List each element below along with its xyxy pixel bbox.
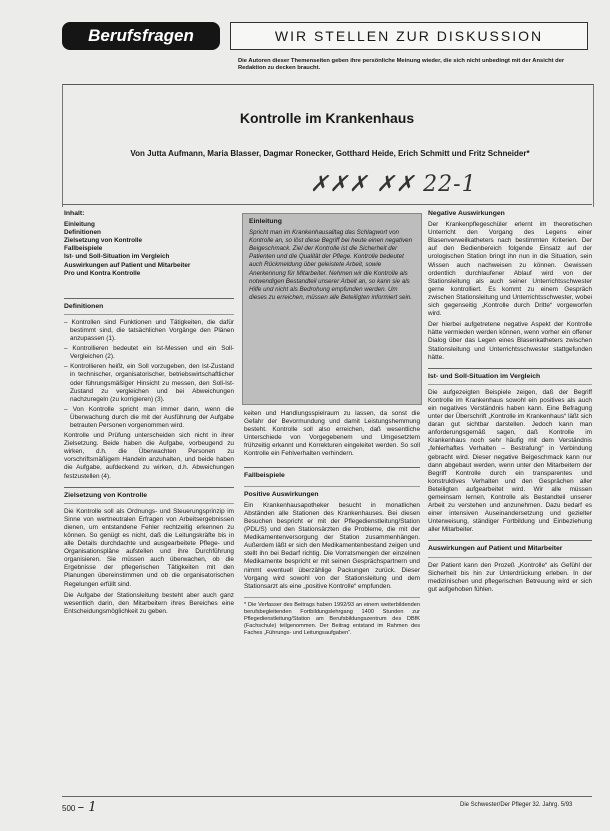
section-rule [428, 384, 592, 385]
section-rule [428, 540, 592, 541]
disclaimer: Die Autoren dieser Themenseiten geben ihre persönliche Meinung wieder, die sich nicht unbedingt mit der Ansicht der Redaktion zu decken braucht. [238, 58, 565, 71]
section-rule [64, 298, 234, 299]
toc-list [64, 221, 234, 278]
toc-item: Pro und Kontra Kontrolle [64, 269, 141, 277]
zielsetzung-heading: Zielsetzung von Kontrolle [64, 491, 148, 499]
toc-heading: Inhalt: [64, 210, 85, 217]
toc-item: Einleitung [64, 221, 95, 229]
einleitung-text: Spricht man im Krankenhausalltag das Schlagwort von Kontrolle an, so löst diese Begriff bei heute einen negativen Beigeschmack. Ziel der Kontrolle ist die Sicherheit der Patienten und die Qualität der Pflege. Kontrolle bedeutet auch Rückmeldung über geleistete Arbeit, sowie Anerkennung für Mitarbeiter. Nehmen wir die Kontrolle als notwendigen Bestandteil unserer Arbeit an, so kann sie als Hilfe und nicht als Bedrohung empfunden werden. Um dieses zu erreichen, müssen alle Beteiligten informiert sein. [249, 229, 413, 301]
discussion-banner: WIR STELLEN ZUR DISKUSSION [230, 22, 588, 50]
negative-text: Der Krankenpflegeschüler erlernt im theoretischen Unterricht den Vorgang des Legens einer Blasenverweilkatheters nach bestimmten Kriterien. Der auf den Bedienbereich folgende Einsatz auf der urologischen Station bringt ihn nun in die Situation, sein Wissen auch nachweisen zu können. Gewissen ordentlich durchlaufener Ablauf wird von der Stationsleitung als auch seiner Unterrichtsschwester gerne kontrolliert. Es kommt zu einem Gespräch zwischen Stationsleitung und Unterrichtsschwester, wobei sich gegenseitig „Kontrolle durch Dritte“ vorgeworfen wird. [428, 221, 592, 318]
definition-item: – Kontrollen sind Funktionen und Tätigkeiten, die dafür bestimmt sind, die tatsächlichen Vorgänge den Plänen anzupassen (1). [64, 318, 234, 343]
left-column [64, 210, 234, 619]
middle-column [244, 410, 420, 637]
definition-item: – Von Kontrolle spricht man immer dann, wenn die Überwachung durch die mit der Ausführung der Aufgabe betrauten Personen vorgenommen wird. [64, 405, 234, 429]
negative-text-2: Der hierbei aufgetretene negative Aspekt der Kontrolle hätte vermieden werden können, wenn vorher ein offener Dialog über das Legen eines Blasenkatheters zwischen Stationsleitung und Unterrichtsschwester stattgefunden hätte. [428, 321, 592, 361]
definitions-heading: Definitionen [64, 302, 104, 310]
article-authors: Von Jutta Aufmann, Maria Blasser, Dagmar Ronecker, Gotthard Heide, Erich Schmitt und Fritz Schneider* [130, 149, 530, 158]
section-rule [244, 486, 420, 487]
right-column [428, 210, 592, 597]
toc-item: Definitionen [64, 229, 101, 237]
einleitung-box [242, 213, 422, 405]
auswirkungen-text: Der Patient kann den Prozeß „Kontrolle“ als Gefühl der Sicherheit bis hin zur Unterdrückung erleben. In der medizinischen und pflegerischen Betreuung wird er sich gut aufgehoben fühlen. [428, 561, 592, 593]
positive-text: Ein Krankenhausapotheker besucht in monatlichen Abständen alle Stationen des Krankenhauses. Bei diesen Besuchen bespricht er mit der Pflegedienstleitung/Station (PDL/S) und den Stationsärzten die Probleme, die mit der Medikamentenversorgung der Station zusammenhängen. Außerdem läßt er sich den Medikamentenbestand zeigen und stellt ihn bei Bedarf richtig. Die Vorratsmengen der einzelnen Medikamente bespricht er mit seinen Gesprächspartnern und nimmt eventuell überzählige Packungen zurück. Dieser Vorgang wird sowohl von der Stationsleitung und dem Stationsarzt als eine „positive Kontrolle“ empfunden. [244, 501, 420, 590]
auswirkungen-heading: Auswirkungen auf Patient und Mitarbeiter [428, 545, 563, 553]
zielsetzung-p2: Die Aufgabe der Stationsleitung besteht aber auch ganz wesentlich darin, den Mitarbeitern ihres Bereiches eine Entscheidungsmöglichkeit zu geben. [64, 591, 234, 615]
author-footnote: * Die Verfasser des Beitrags haben 1992/93 an einem weiterbildenden berufsbegleitenden Fortbildungslehrgang 1400 Stunden zur Pflegedienstleitung/Station am Berufsbildungszentrum des DBfK (Fachschule) teilgenommen. Der Beitrag entstand im Rahmen des Faches „Führungs- und Leitungsaufgaben“. [244, 601, 420, 636]
header-divider [62, 204, 592, 205]
toc-item: Ist- und Soll-Situation im Vergleich [64, 253, 170, 261]
einleitung-heading: Einleitung [249, 218, 282, 225]
page-number-handwritten: – 1 [77, 800, 97, 815]
definitions-closing: Kontrolle und Prüfung unterscheiden sich nicht in ihrer Zielsetzung. Beide haben die Aufgabe, vorbeugend zu wirken, d.h. die Überwachten Personen zu vorschriftsmäßigem Handeln anzuhalten, und beide haben die Aufgabe, aufdeckend zu wirken, d.h. Abweichungen festzustellen (4). [64, 432, 234, 480]
page-number-value: 500 [62, 804, 76, 813]
section-badge: Berufsfragen [62, 22, 220, 50]
definition-item: – Kontrollieren heißt, ein Soll vorzugeben, den Ist-Zustand in technischer, organisatorischer, betriebswirtschaftlicher oder führungsmäßiger Hinsicht zu messen, den Soll-Ist-Zustand zu vergleichen und bei Abweichungen nachzuregeln (zu korrigieren) (3). [64, 363, 234, 403]
positive-heading: Positive Auswirkungen [244, 490, 319, 498]
toc-item: Zielsetzung von Kontrolle [64, 237, 143, 245]
article-title: Kontrolle im Krankenhaus [239, 110, 415, 126]
zielsetzung-p1: Die Kontrolle soll als Ordnungs- und Steuerungsprinzip im Sinne von wertneutralen Erfragen von Arbeitsergebnissen dienen, um entstandene Fehler rechtzeitig erkennen zu können. So genügt es nicht, daß die Leitungskräfte bis in alle Details durchdachte und ausgearbeitete Pflege- und Organisationspläne aufstellen und ihre Durchführung organisieren. Sie müssen auch überwachen, ob die Ergebnisse der pflegerischen Tätigkeiten mit den Planungen übereinstimmen und ob die organisatorischen Regelungen erfüllt sind. [64, 507, 234, 588]
definition-item: – Kontrollieren bedeutet ein Ist-Messen und ein Soll-Vergleichen (2). [64, 345, 234, 361]
ist-soll-heading: Ist- und Soll-Situation im Vergleich [428, 372, 541, 380]
ist-soll-text: Die aufgezeigten Beispiele zeigen, daß der Begriff Kontrolle im Krankenhaus sowohl ein positives als auch ein negatives Verständnis haben kann. Eine Befragung unter der Überschrift „Kontrolle im Krankenhaus“ läßt sich daran gut sichtbar darstellen. Jedoch kann man anforderungsgemäß sagen, daß Kontrolle im Krankenhaus noch sehr häufig mit dem Verständnis „fehlerhaftes Verhalten – Bestrafung“ in Verbindung gebracht wird. Dieser negative Beigeschmack kann nur dann abgebaut werden, wenn unter den Mitarbeitern der Begriff Kontrolle durch ein transparentes und konstruktives Verhalten und den Gesprächen aller Beteiligten aufgearbeitet wird. Wir alle müssen gemeinsam lernen, Kontrolle als Bestandteil unserer Arbeit zu verstehen und anzunehmen. Dazu bedarf es einer intensiven Auseinandersetzung und gezielter Unterweisung, ständiger Fortbildung und Einbeziehung aller Mitarbeiter. [428, 388, 592, 534]
middle-paragraph: keiten und Handlungsspielraum zu lassen, da sonst die Gefahr der Bevormundung und damit Leistungshemmung besteht. Kontrolle soll also erreichen, daß wesentliche Unterschiede von Vorgegebenem und Umgesetztem frühzeitig erkannt und Korrekturen eingeleitet werden. So soll Kontrolle ein Fehlverhalten verhindern. [244, 410, 420, 458]
footer-divider [62, 796, 592, 797]
journal-reference: Die Schwester/Der Pfleger 32. Jahrg. 5/93 [460, 802, 573, 808]
toc-item: Auswirkungen auf Patient und Mitarbeiter [64, 261, 191, 269]
section-rule [64, 314, 234, 315]
page-number [62, 800, 97, 815]
section-rule [428, 368, 592, 369]
fallbeispiele-heading: Fallbeispiele [244, 471, 285, 479]
section-rule [244, 467, 420, 468]
section-rule [64, 487, 234, 488]
toc-item: Fallbeispiele [64, 245, 103, 253]
footnote-rule [244, 597, 420, 598]
section-rule [64, 503, 234, 504]
handwritten-annotation: ✗✗✗ ✗✗ 22-1 [310, 172, 477, 197]
definitions-list [64, 319, 234, 430]
section-rule [428, 557, 592, 558]
negative-heading: Negative Auswirkungen [428, 210, 505, 217]
